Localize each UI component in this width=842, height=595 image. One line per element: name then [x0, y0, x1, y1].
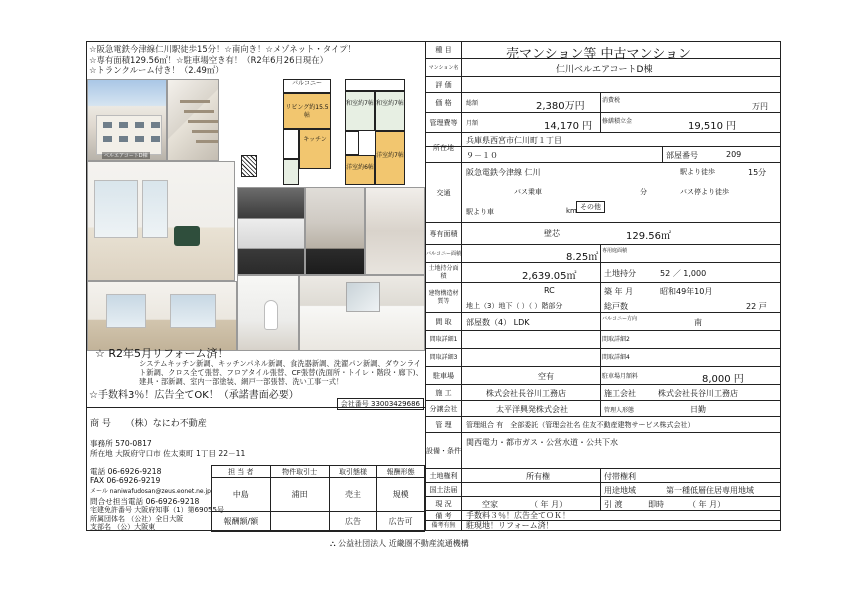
station: 阪急電鉄今津線 仁川 — [466, 168, 541, 177]
right-panel — [426, 42, 780, 531]
built-date: 昭和49年10月 — [660, 287, 713, 296]
trade-name-row — [90, 416, 207, 429]
row-balcony: バルコニー面積 8.25㎡ 専用庭面積 — [426, 245, 780, 263]
handover: 即時 — [648, 500, 664, 509]
row-zoning: 国土法届 用途地域 第一種低層住居専用地域 — [426, 483, 780, 497]
branch: 支部名 （公）大阪東 — [90, 523, 156, 531]
exterior-caption: ベルエアコートD棟 — [104, 153, 148, 159]
reform-headline: ☆ R2年5月リフォーム済！ — [95, 347, 229, 360]
plan-japanese-1: 和室約7帖 — [345, 91, 375, 131]
total-units: 22 戸 — [746, 302, 767, 311]
row-detail-1: 間取詳細1 間取詳細2 — [426, 331, 780, 349]
land-right: 所有権 — [526, 472, 550, 481]
license-number: 宅建免許番号 大阪府知事（1）第69055号 — [90, 506, 224, 514]
row-developer: 分譲会社 太平洋興発株式会社 管理人形態 日勤 — [426, 401, 780, 417]
trade-label: 商 号 — [90, 419, 111, 429]
row-category: 種 目 売マンション等 中古マンション — [426, 42, 780, 59]
staff-header: 報酬形態 — [377, 466, 425, 478]
plan-balcony: バルコニー — [283, 79, 331, 93]
ad-value: 広告可 — [377, 512, 425, 532]
developer: 太平洋興発株式会社 — [496, 405, 568, 414]
row-lot: ９－１０ 部屋番号 209 — [426, 147, 780, 163]
management: 管理組合 有 全部委託（管理会社名 住友不動産建物サービス株式会社） — [466, 421, 695, 429]
builder: 株式会社長谷川工務店 — [486, 389, 566, 398]
living-photo — [87, 161, 235, 281]
staff-table — [211, 465, 425, 532]
staircase-photo — [167, 79, 219, 161]
note-2: 駐現地！リフォーム済！ — [466, 521, 554, 530]
inquiry-tel: 問合せ担当電話 06-6926-9218 — [90, 497, 200, 506]
row-detail-3: 間取詳細3 間取詳細4 — [426, 349, 780, 367]
promo-block — [89, 44, 424, 76]
row-structure: 建物構造材質等 RC 築 年 月 昭和49年10月 地上（3）地下（ ）（ ）階部分 総戸数 22 戸 — [426, 283, 780, 313]
fax: FAX 06-6926-9219 — [90, 476, 161, 485]
address: 所在地 大阪府守口市 佐太東町 1丁目 22－11 — [90, 449, 246, 458]
promo-line: ☆トランクルーム付き！（2.49㎡） — [89, 65, 224, 75]
property-name: 仁川ベルエアコートD棟 — [556, 65, 653, 75]
trade-name: （株）なにわ不動産 — [125, 419, 207, 429]
row-blank: 評 価 — [426, 77, 780, 93]
postal: 事務所 570-0817 — [90, 439, 152, 448]
property-flyer — [86, 41, 781, 531]
plan-balcony-2 — [345, 79, 405, 91]
row-note2: 備考有無 駐現地！リフォーム済！ — [426, 521, 780, 531]
tel: 電話 06-6926-9218 — [90, 467, 162, 476]
plan-western-1: 洋室約6帖 — [345, 155, 375, 185]
management-fee: 14,170 円 — [544, 121, 593, 132]
staff-value: 中島 — [212, 478, 271, 512]
toilet-photo — [237, 275, 299, 351]
layout-value: 部屋数（4） LDK — [466, 318, 530, 327]
footer-organization: ⛬ 公益社団法人 近畿圏不動産流通機構 — [330, 539, 469, 548]
staff-header: 取引態様 — [329, 466, 377, 478]
washroom-photo — [299, 275, 425, 351]
room-photo — [87, 281, 237, 351]
fee-label: 報酬額/額 — [212, 512, 271, 532]
row-price: 価 格 総額 2,380万円 消費税 万円 — [426, 93, 780, 113]
staff-header: 担 当 者 — [212, 466, 271, 478]
row-status: 現 況 空家 （ 年 月） 引 渡 即時 （ 年 月） — [426, 497, 780, 511]
balcony-direction: 南 — [694, 318, 702, 327]
plan-bath — [283, 159, 299, 185]
row-layout: 間 取 部屋数（4） LDK バルコニー方向 南 — [426, 313, 780, 331]
row-parking: 駐車場 空有 駐車場月額料 8,000 円 — [426, 367, 780, 385]
floor-plan — [237, 79, 423, 187]
row-access: 交通 阪急電鉄今津線 仁川 駅より徒歩 15分 バス乗車 分 バス停より徒歩 駅より車 km その他 — [426, 163, 780, 223]
bathroom-interior-photo — [365, 187, 425, 275]
exterior-photo — [87, 79, 167, 161]
walk-minutes: 15分 — [748, 168, 767, 177]
row-address: 所在地 兵庫県西宮市仁川町１丁目 — [426, 133, 780, 147]
category-value: 売マンション等 中古マンション — [506, 47, 691, 62]
row-utility: 設備・条件 関西電力・都市ガス・公営水道・公共下水 — [426, 433, 780, 469]
plan-hall — [345, 131, 359, 155]
price-value: 2,380万円 — [536, 101, 585, 112]
row-name: マンション名 仁川ベルエアコートD棟 — [426, 59, 780, 77]
zoning: 第一種低層住居専用地域 — [666, 486, 754, 495]
plan-living: リビング約15.5帖 — [283, 93, 331, 129]
plan-western-2: 洋室約7帖 — [375, 131, 405, 185]
present-status: 空家 — [482, 500, 498, 509]
structure: RC — [544, 286, 555, 295]
reform-detail: システムキッチン新調、キッチンパネル新調、食洗器新調、洗濯パン新調、ダウンライト新調、クロス全て張替、フロアタイル張替、CF張替(洗面所・トイレ・階段・廊下)、建具・部新調、室内一部塗装、網戸一部張替、洗い工事一式！ — [139, 359, 423, 387]
parking-fee: 8,000 円 — [702, 374, 744, 385]
staff-header: 物件取引士 — [270, 466, 329, 478]
ad-note: ☆手数料3％！広告全てOK！（承諾書面必要） — [89, 390, 299, 401]
note: 手数料３％！広告全てＯＫ！ — [466, 511, 570, 520]
staff-value: 浦田 — [270, 478, 329, 512]
row-land-right: 土地権利 所有権 付帯権利 — [426, 469, 780, 483]
promo-line: ☆阪急電鉄今津線仁川駅徒歩15分！☆南向き！☆メゾネット・タイプ！ — [89, 44, 356, 54]
address-value: 兵庫県西宮市仁川町１丁目 — [466, 136, 562, 145]
left-panel — [87, 42, 426, 531]
promo-line: ☆専有面積129.56㎡！☆駐車場空き有！（R2年6月26日現在） — [89, 54, 328, 65]
land-share: 52 ／ 1,000 — [660, 269, 707, 278]
room-number: 209 — [726, 150, 742, 159]
row-note: 備 考 手数料３％！広告全てＯＫ！ — [426, 511, 780, 521]
plan-stairs — [241, 155, 257, 177]
company-block — [87, 407, 425, 531]
ad-label: 広告 — [329, 512, 377, 532]
utilities: 関西電力・都市ガス・公営水道・公共下水 — [466, 438, 618, 447]
staff-value: 売主 — [329, 478, 377, 512]
registration-number: 会社番号 33003429686 — [337, 398, 424, 410]
association: 所属団体名 （公社）全日大阪 — [90, 515, 184, 523]
balcony-area: 8.25㎡ — [566, 252, 599, 263]
fee-value — [270, 512, 329, 532]
row-area: 専有面積 壁芯 129.56㎡ — [426, 223, 780, 245]
email: メール naniwafudosan@zeus.eonet.ne.jp — [90, 488, 211, 495]
row-manage: 管 理 管理組合 有 全部委託（管理会社名 住友不動産建物サービス株式会社） — [426, 417, 780, 433]
building-shape — [96, 115, 162, 155]
land-area: 2,639.05㎡ — [522, 271, 577, 282]
bathroom-photo — [305, 187, 365, 275]
row-builder: 施 工 株式会社長谷川工務店 施工会社 株式会社長谷川工務店 — [426, 385, 780, 401]
staff-value: 規模 — [377, 478, 425, 512]
parking-status: 空有 — [538, 372, 554, 381]
repair-fund: 19,510 円 — [688, 121, 737, 132]
row-management: 管理費等 月額 14,170 円 修繕積立金 19,510 円 — [426, 113, 780, 133]
sofa-shape — [174, 226, 200, 246]
management-form: 日勤 — [690, 405, 706, 414]
kitchen-photo — [237, 187, 305, 275]
floor-area: 129.56㎡ — [626, 231, 671, 242]
plan-kitchen: キッチン — [299, 129, 331, 169]
plan-japanese-2: 和室約7帖 — [375, 91, 405, 131]
org-logo-icon: ⛬ — [330, 539, 336, 548]
plan-wc — [283, 129, 299, 159]
row-land: 土地持分面 積 2,639.05㎡ 土地持分 52 ／ 1,000 — [426, 263, 780, 283]
